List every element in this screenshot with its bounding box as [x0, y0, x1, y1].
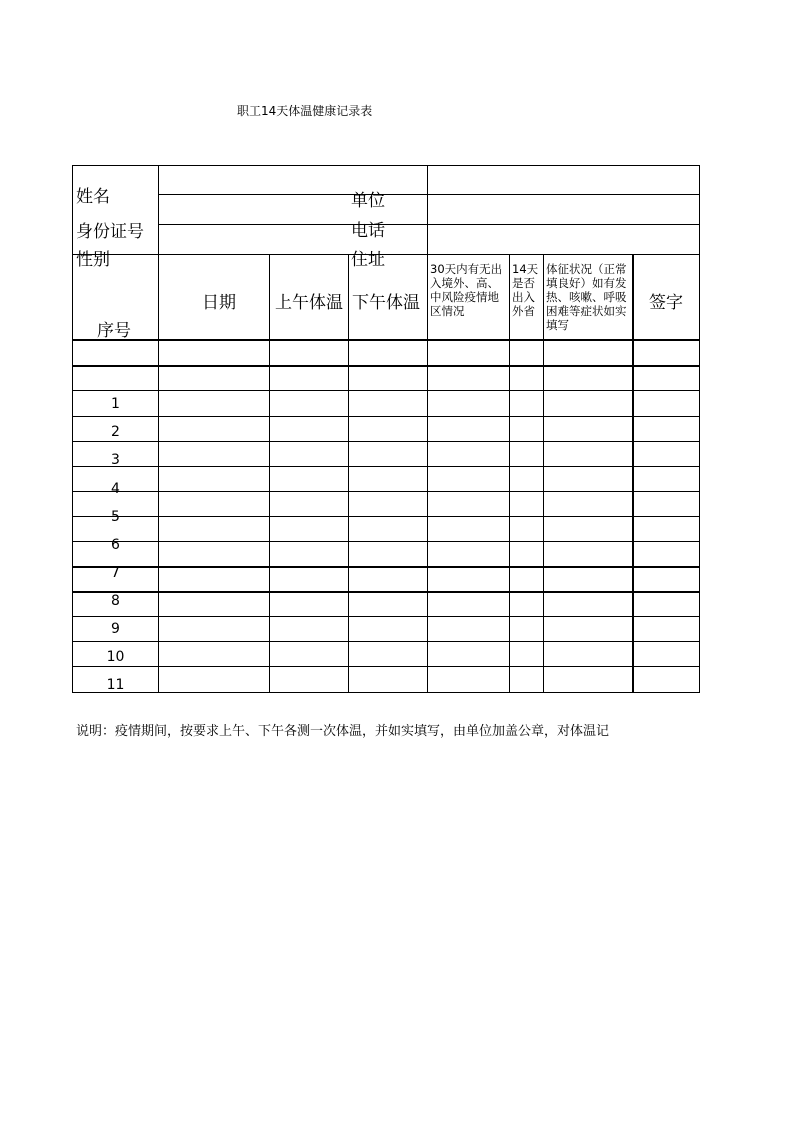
row-line [72, 641, 700, 642]
header-out-of-province: 14天是否出入外省 [512, 262, 539, 318]
row-number: 10 [106, 649, 125, 665]
col-line-date [269, 255, 270, 693]
row-line [72, 491, 700, 492]
row-line [72, 666, 700, 667]
info-line-1 [158, 194, 700, 195]
table-border-right [699, 165, 700, 693]
header-travel-history: 30天内有无出入境外、高、中风险疫情地区情况 [430, 262, 503, 318]
info-col-divider-2 [427, 165, 428, 255]
col-line-am [348, 255, 349, 693]
row-line [72, 390, 700, 391]
row-number: 4 [111, 481, 120, 497]
document-title: 职工14天体温健康记录表 [237, 104, 373, 118]
header-symptoms: 体征状况（正常填良好）如有发热、咳嗽、呼吸困难等症状如实填写 [546, 262, 627, 332]
label-name: 姓名 [76, 187, 110, 207]
label-id-number: 身份证号 [76, 222, 144, 242]
header-am-temp: 上午体温 [275, 293, 343, 313]
col-line-symptoms [632, 255, 634, 693]
health-record-table [72, 165, 700, 693]
row-line [72, 591, 700, 593]
row-number: 8 [111, 593, 120, 609]
row-line [72, 616, 700, 617]
row-line [72, 441, 700, 442]
row-number: 6 [111, 537, 120, 553]
col-line-pm [427, 255, 428, 693]
row-number: 11 [106, 677, 125, 693]
col-line-travel [509, 255, 510, 693]
row-line [72, 365, 700, 367]
label-gender: 性别 [76, 250, 110, 270]
row-line [72, 516, 700, 517]
row-line [72, 566, 700, 568]
label-address: 住址 [351, 250, 385, 270]
info-line-2 [158, 224, 700, 225]
header-seq: 序号 [97, 321, 131, 341]
col-line-out14 [543, 255, 544, 693]
header-sign: 签字 [649, 293, 683, 313]
info-header-divider [72, 254, 700, 255]
header-date: 日期 [202, 293, 236, 313]
table-border-bottom [72, 692, 700, 693]
header-pm-temp: 下午体温 [352, 293, 420, 313]
table-border-top [72, 165, 700, 166]
row-number: 5 [111, 509, 120, 525]
row-number: 3 [111, 452, 120, 468]
footnote: 说明：疫情期间，按要求上午、下午各测一次体温，并如实填写，由单位加盖公章，对体温记 [76, 724, 610, 739]
label-phone: 电话 [351, 221, 385, 241]
row-number: 1 [111, 396, 120, 412]
header-bottom-line [72, 339, 700, 341]
row-line [72, 416, 700, 417]
row-number: 9 [111, 621, 120, 637]
label-unit: 单位 [351, 191, 385, 211]
row-line [72, 541, 700, 542]
info-col-divider-1 [158, 165, 159, 255]
row-number: 2 [111, 424, 120, 440]
row-line [72, 466, 700, 467]
row-number: 7 [111, 565, 120, 581]
